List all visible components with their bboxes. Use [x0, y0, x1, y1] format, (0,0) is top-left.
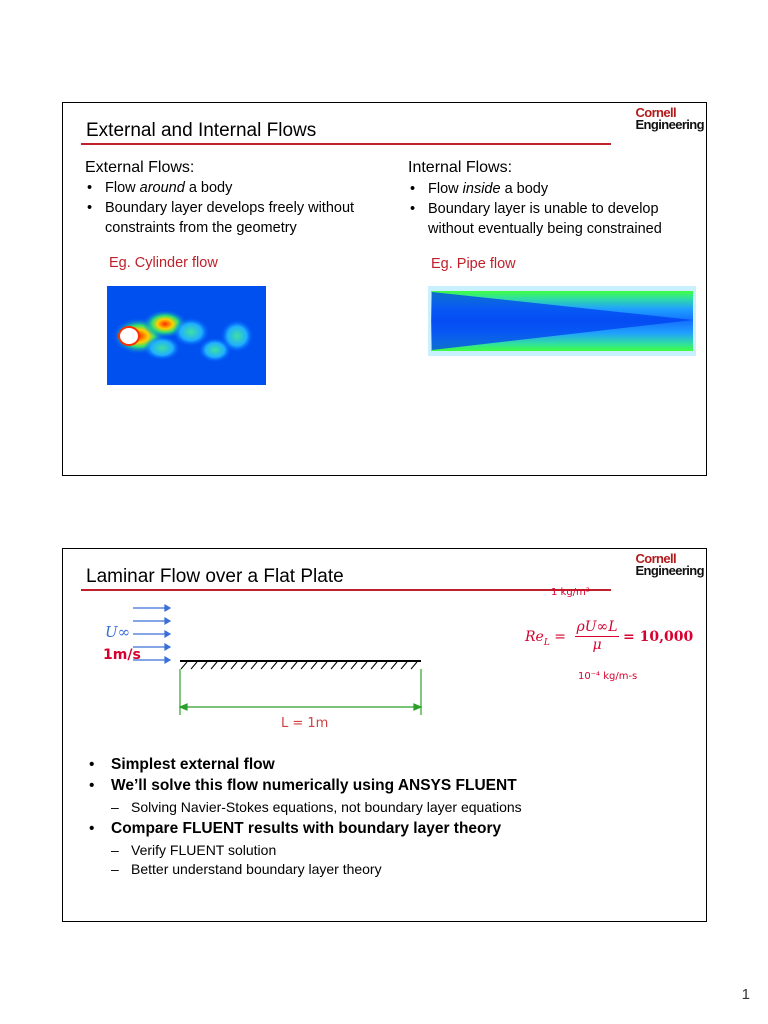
laminar-flow-bullets: [89, 754, 531, 880]
title-rule: [81, 143, 611, 145]
external-flows-heading: External Flows:: [85, 159, 195, 176]
velocity-annotation: 1m/s: [103, 647, 141, 663]
sub-list-item: – Verify FLUENT solution: [111, 842, 531, 858]
reynolds-fraction: ρU∞L μ: [576, 619, 618, 653]
pipe-flow-caption: Eg. Pipe flow: [431, 256, 516, 272]
list-item: • Flow around a body: [85, 178, 385, 198]
slide-laminar-flow-flat-plate: [62, 548, 707, 922]
list-item: • Boundary layer develops freely without constraints from the geometry: [85, 198, 385, 238]
slide-title: External and Internal Flows: [86, 120, 317, 141]
reynolds-result: = 10,000: [623, 629, 694, 645]
list-item: • We’ll solve this flow numerically using ANSYS FLUENT – Solving Navier-Stokes equations, not boundary layer equations: [89, 775, 531, 815]
density-annotation: 1 kg/m³: [551, 587, 590, 598]
external-flows-list: [85, 178, 385, 238]
internal-flows-heading: Internal Flows:: [408, 159, 513, 176]
title-rule: [81, 589, 611, 591]
length-dimension: [180, 669, 421, 715]
list-item: • Compare FLUENT results with boundary layer theory – Verify FLUENT solution – Better understand boundary layer theory: [89, 818, 531, 877]
viscosity-annotation: 10⁻⁴ kg/m-s: [578, 671, 638, 682]
flat-plate-diagram: [63, 599, 483, 739]
cylinder-flow-caption: Eg. Cylinder flow: [109, 255, 218, 271]
list-item: • Boundary layer is unable to develop without eventually being constrained: [408, 199, 698, 239]
sub-list-item: – Better understand boundary layer theory: [111, 861, 531, 877]
pipe-flow-image: [428, 286, 696, 356]
u-infinity-label: U∞: [105, 623, 131, 641]
reynolds-lhs: $Re_L$ =: [525, 629, 566, 648]
slide-external-internal-flows: [62, 102, 707, 476]
internal-flows-list: [408, 179, 698, 239]
list-item: • Simplest external flow: [89, 754, 531, 775]
slide-title: Laminar Flow over a Flat Plate: [86, 566, 344, 587]
cornell-engineering-logo: Cornell Engineering: [635, 551, 704, 578]
list-item: • Flow inside a body: [408, 179, 698, 199]
length-annotation: L = 1m: [281, 716, 329, 731]
cylinder-flow-image: [107, 286, 266, 385]
cornell-engineering-logo: Cornell Engineering: [635, 105, 704, 132]
plate-hatching: [181, 662, 417, 669]
sub-list-item: – Solving Navier-Stokes equations, not boundary layer equations: [111, 799, 531, 815]
page-number: 1: [741, 986, 750, 1003]
